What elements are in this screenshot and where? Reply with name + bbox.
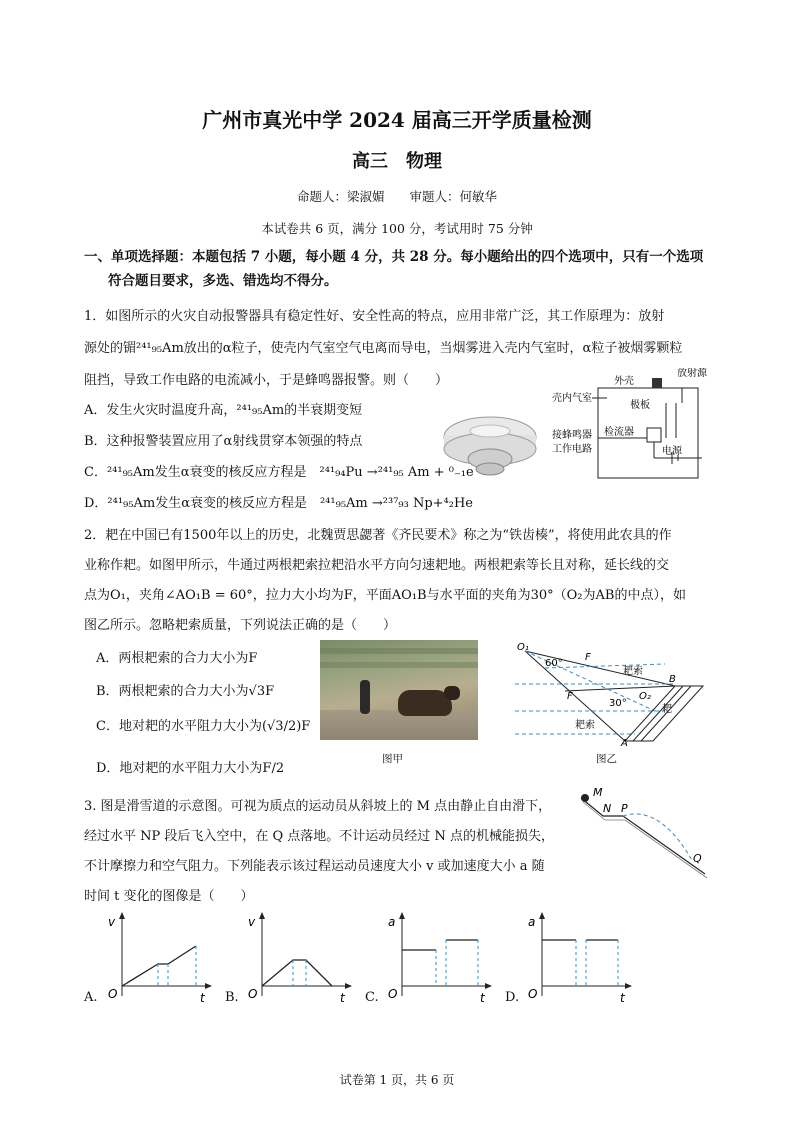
q1-stem-line1: 1．如图所示的火灾自动报警器具有稳定性好、安全性高的特点，应用非常广泛，其工作原理为：放射 xyxy=(84,309,665,324)
q3-option-b-label: B. xyxy=(225,990,239,1005)
label-angle-60: 60° xyxy=(545,658,563,669)
exam-info: 本试卷共 6 页，满分 100 分，考试用时 75 分钟 xyxy=(261,221,533,236)
label-N: N xyxy=(603,802,612,815)
label-power: 电源 xyxy=(662,446,682,457)
exam-setters: 命题人：梁淑媚 审题人：何敏华 xyxy=(296,189,497,204)
q3-stem-line1: 3. 图是滑雪道的示意图。可视为质点的运动员从斜坡上的 M 点由静止自由滑下， xyxy=(84,799,552,814)
q3-graph-d xyxy=(518,910,633,1002)
q3-option-d-label: D. xyxy=(505,990,520,1005)
graph-b-x-label: t xyxy=(340,991,345,1002)
harrow-ox-photo xyxy=(320,640,478,740)
q2-stem-line1: 2．耙在中国已有1500年以上的历史，北魏贾思勰著《齐民要术》称之为“铁齿楱”，将使用此农具的作 xyxy=(84,528,672,543)
label-Q: Q xyxy=(693,852,702,865)
label-buzzer-line2: 工作电路 xyxy=(552,444,592,455)
q3-graph-c xyxy=(378,910,493,1002)
q3-graph-b xyxy=(238,910,353,1002)
section-heading-cont: 符合题目要求，多选、错选均不得分。 xyxy=(108,273,338,289)
q3-stem-line2: 经过水平 NP 段后飞入空中，在 Q 点落地。不计运动员经过 N 点的机械能损失， xyxy=(84,829,554,844)
graph-b-origin: O xyxy=(248,987,258,1001)
label-rope-2: 耙索 xyxy=(575,720,595,731)
q2-stem-line3: 点为O₁，夹角∠AO₁B = 60°，拉力大小均为F，平面AO₁B与水平面的夹角为30°（O₂为AB的中点），如 xyxy=(84,588,686,603)
graph-a-x-label: t xyxy=(200,991,205,1002)
graph-c-y-label: a xyxy=(388,915,396,929)
q3-stem-line3: 不计摩擦力和空气阻力。下列能表示该过程运动员速度大小 v 或加速度大小 a 随 xyxy=(84,859,545,874)
q2-stem-line2: 业称作耙。如图甲所示，牛通过两根耙索拉耙沿水平方向匀速耙地。两根耙索等长且对称，延长线的交 xyxy=(84,558,670,573)
graph-d-x-label: t xyxy=(620,991,625,1002)
graph-b-y-label: v xyxy=(248,915,256,929)
label-buzzer-line1: 接蜂鸣器 xyxy=(552,430,592,441)
label-outer-shell: 外壳 xyxy=(614,376,634,387)
label-rope-1: 耙索 xyxy=(623,666,643,677)
label-M: M xyxy=(593,786,603,799)
graph-d-origin: O xyxy=(528,987,538,1001)
label-force-F1: F xyxy=(585,652,591,663)
figure-caption-a: 图甲 xyxy=(382,753,403,765)
q1-option-a: A．发生火灾时温度升高，²⁴¹₉₅Am的半衰期变短 xyxy=(84,403,363,418)
q1-stem-line2: 源处的镅²⁴¹₉₅Am放出的α粒子，使壳内气室空气电离而导电，当烟雾进入壳内气室时，α粒子被烟雾颗粒 xyxy=(84,341,683,356)
q1-circuit-diagram xyxy=(552,368,732,488)
label-plate: 极板 xyxy=(630,400,650,411)
q1-stem-line3: 阻挡，导致工作电路的电流减小，于是蜂鸣器报警。则（ ） xyxy=(84,373,449,388)
label-air-chamber: 壳内气室 xyxy=(552,393,592,404)
label-harrow: 耙 xyxy=(662,704,672,715)
q2-option-c: C．地对耙的水平阻力大小为(√3/2)F xyxy=(96,719,311,734)
label-detector: 检流器 xyxy=(604,427,634,438)
graph-d-y-label: a xyxy=(528,915,536,929)
q1-option-b: B．这种报警装置应用了α射线贯穿本领强的特点 xyxy=(84,434,363,449)
q3-ski-slope-diagram xyxy=(575,784,715,880)
label-O1: O₁ xyxy=(517,642,529,653)
page-footer: 试卷第 1 页，共 6 页 xyxy=(339,1073,455,1087)
q3-option-c-label: C. xyxy=(365,990,379,1005)
q3-option-a-label: A. xyxy=(84,990,98,1005)
figure-caption-b: 图乙 xyxy=(596,753,617,765)
graph-a-y-label: v xyxy=(108,915,116,929)
exam-subject: 高三 物理 xyxy=(352,151,442,172)
graph-c-origin: O xyxy=(388,987,398,1001)
exam-title: 广州市真光中学 2024 届高三开学质量检测 xyxy=(202,108,592,132)
q2-option-d: D．地对耙的水平阻力大小为F/2 xyxy=(96,761,285,776)
label-A: A xyxy=(621,738,628,748)
label-angle-30: 30° xyxy=(609,698,627,709)
graph-a-origin: O xyxy=(108,987,118,1001)
q1-option-d: D．²⁴¹₉₅Am发生α衰变的核反应方程是 ²⁴¹₉₅Am →²³⁷₉₃ Np+⁴₂He xyxy=(84,496,474,511)
q2-stem-line4: 图乙所示。忽略耙索质量，下列说法正确的是（ ） xyxy=(84,618,397,633)
q2-option-b: B．两根耙索的合力大小为√3F xyxy=(96,684,275,699)
graph-c-x-label: t xyxy=(480,991,485,1002)
q3-graph-a xyxy=(98,910,213,1002)
label-B: B xyxy=(669,674,676,685)
q1-option-c: C．²⁴¹₉₅Am发生α衰变的核反应方程是 ²⁴¹₉₄Pu →²⁴¹₉₅ Am + ⁰₋₁e xyxy=(84,465,474,480)
section-heading: 一、单项选择题：本题包括 7 小题，每小题 4 分，共 28 分。每小题给出的四个选项中，只有一个选项 xyxy=(84,249,704,265)
label-O2: O₂ xyxy=(639,691,651,702)
q2-force-diagram xyxy=(505,636,715,748)
q3-stem-line4: 时间 t 变化的图像是（ ） xyxy=(84,889,254,904)
smoke-detector-image xyxy=(440,405,540,485)
label-force-F2: F xyxy=(567,691,573,702)
label-P: P xyxy=(621,802,628,815)
label-radiation-source: 放射源 xyxy=(677,368,707,379)
q2-option-a: A．两根耙索的合力大小为F xyxy=(96,651,258,666)
